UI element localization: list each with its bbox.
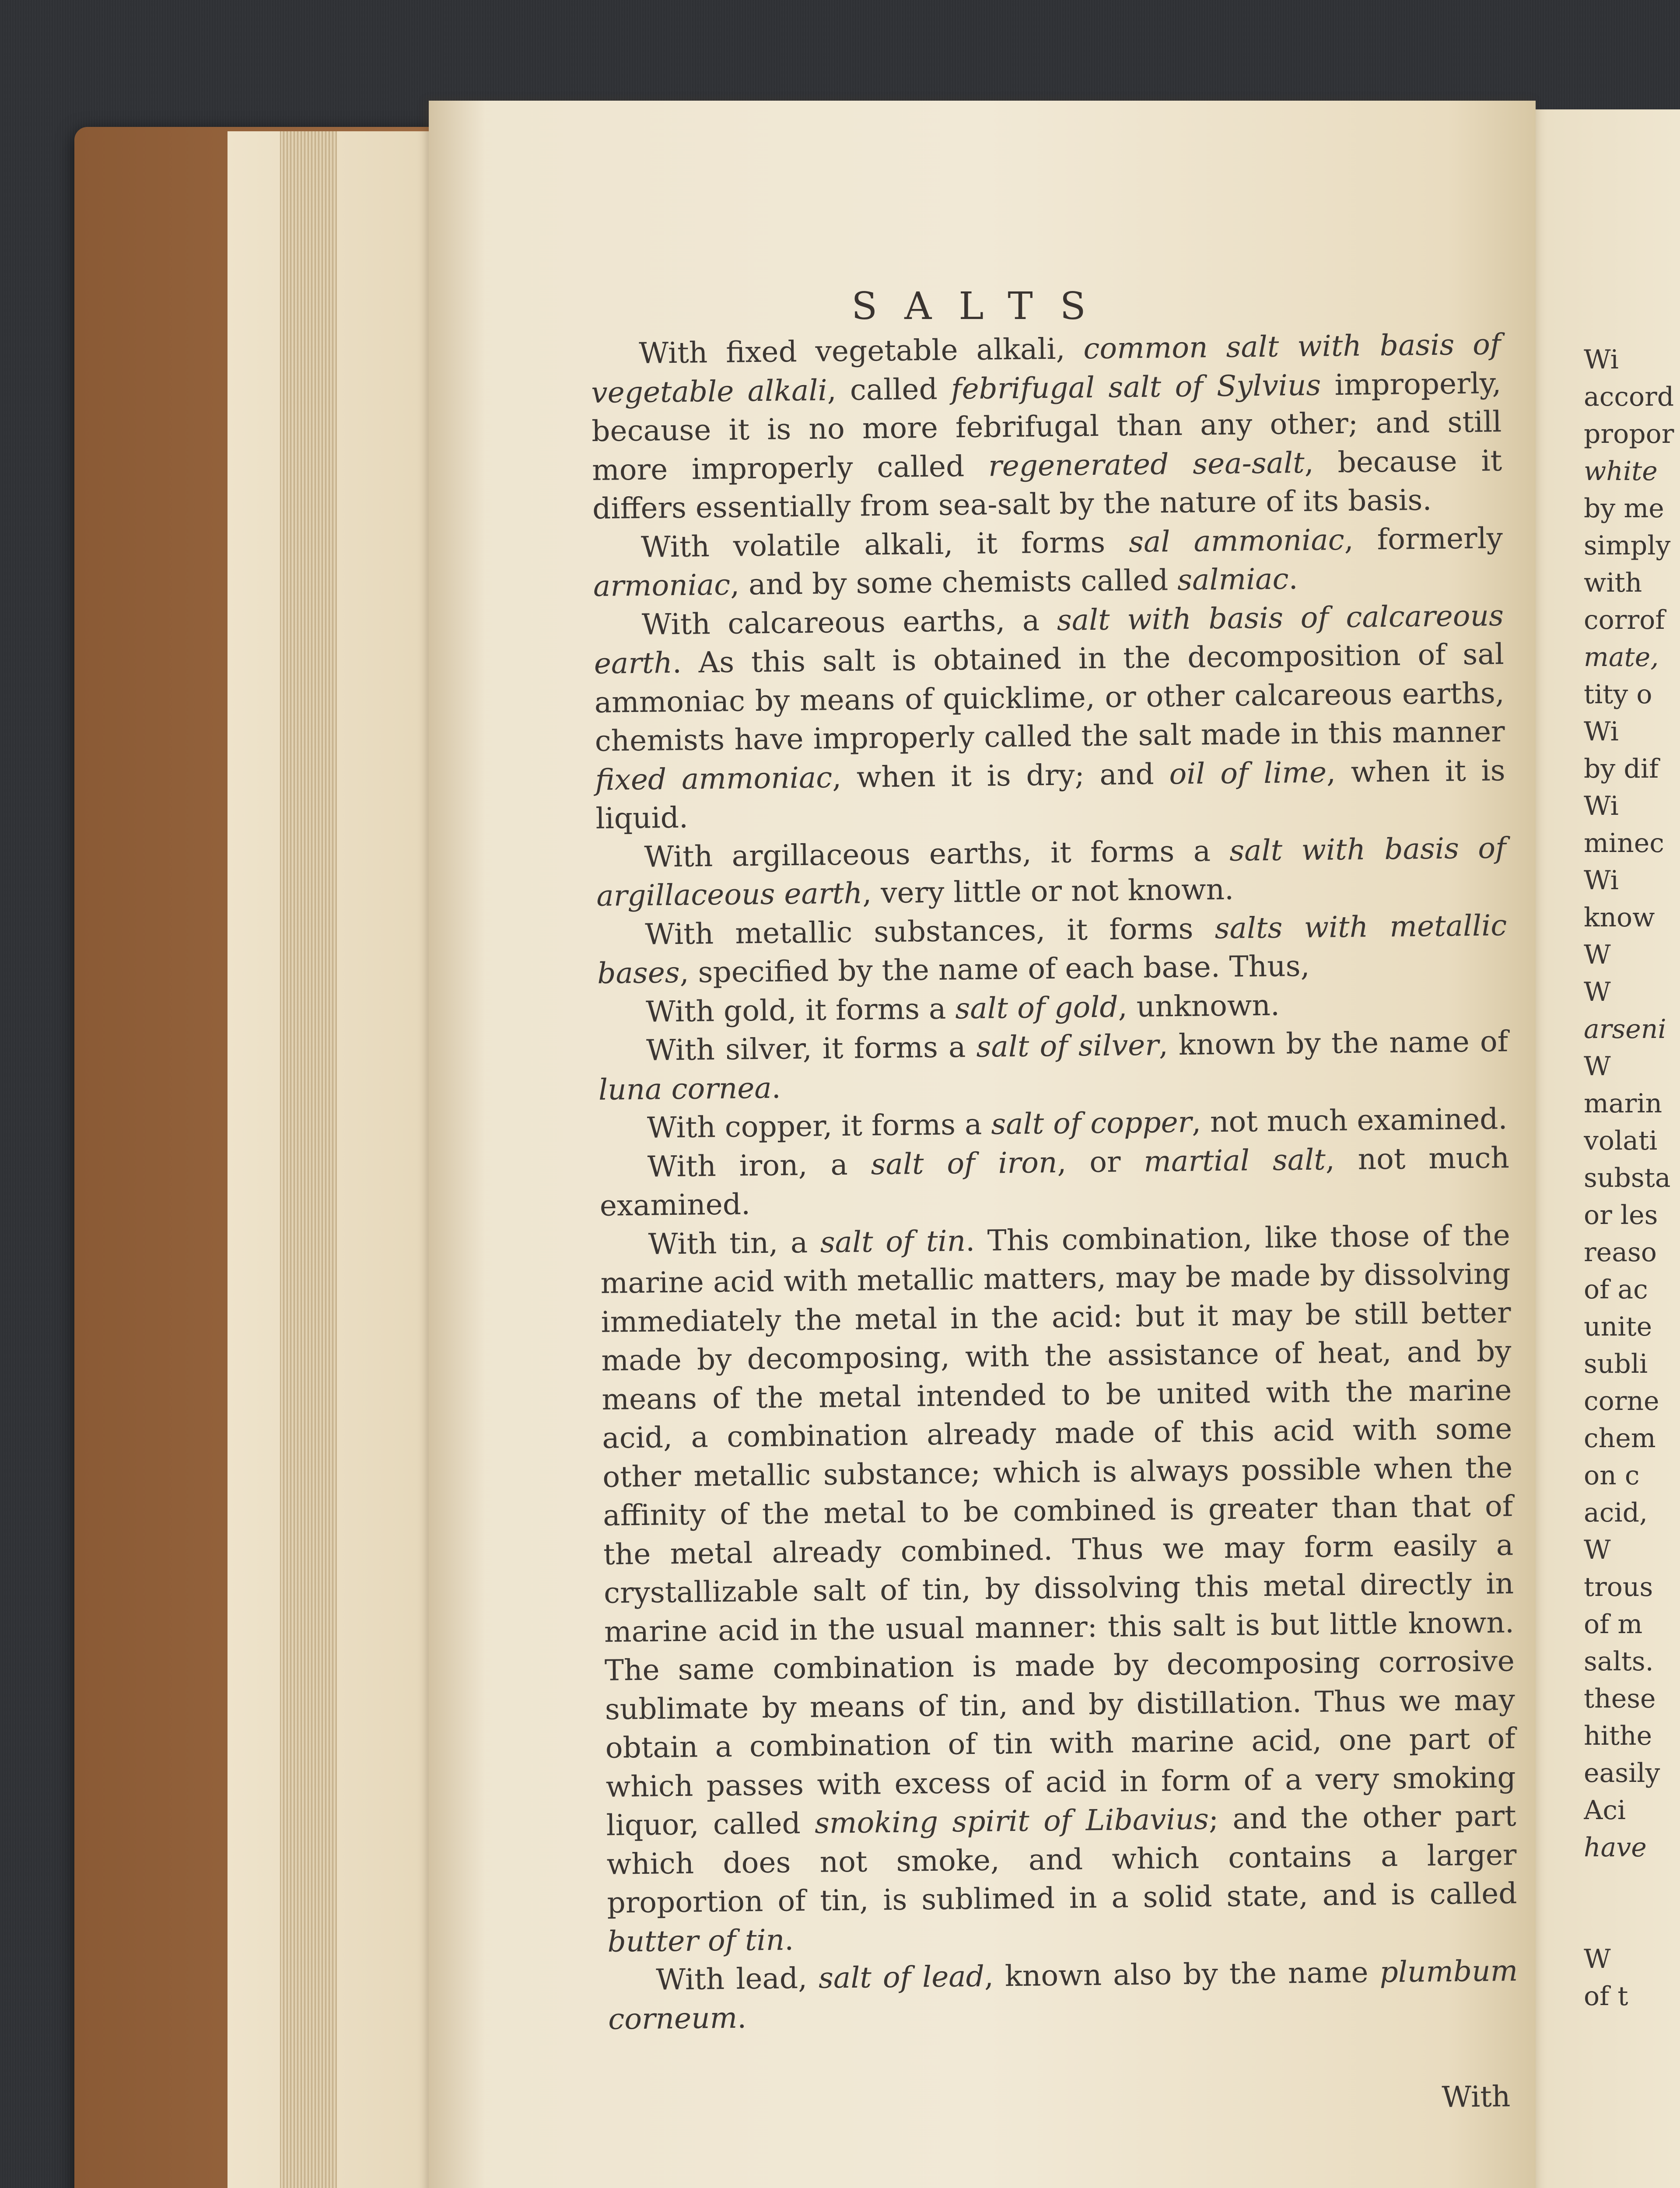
facing-line-text: trous bbox=[1584, 1572, 1653, 1602]
text-run: . bbox=[1288, 562, 1298, 596]
italic-term: salmiac bbox=[1177, 562, 1289, 597]
facing-line-text: of ac bbox=[1584, 1274, 1648, 1305]
facing-line-text: of m bbox=[1584, 1609, 1643, 1640]
paragraph bbox=[591, 325, 1503, 528]
facing-line-text: know bbox=[1584, 902, 1655, 933]
facing-line bbox=[1584, 862, 1680, 899]
paragraph bbox=[608, 1952, 1519, 2039]
facing-line bbox=[1584, 676, 1680, 713]
text-run: , because it differs essentially from sea-salt by the nature of its basis. bbox=[592, 443, 1502, 526]
facing-line-text: have bbox=[1584, 1832, 1647, 1863]
text-run: , unknown. bbox=[1118, 988, 1280, 1024]
facing-line-text: accord bbox=[1584, 382, 1674, 412]
facing-line-text: marin bbox=[1584, 1088, 1662, 1119]
facing-line bbox=[1584, 416, 1680, 453]
facing-line-text: by dif bbox=[1584, 754, 1659, 784]
facing-line bbox=[1584, 341, 1680, 379]
facing-line bbox=[1584, 1643, 1680, 1680]
facing-line bbox=[1584, 1904, 1680, 1941]
text-run: With argillaceous earths, it forms a bbox=[644, 834, 1230, 874]
facing-line bbox=[1584, 1829, 1680, 1866]
facing-line bbox=[1584, 1420, 1680, 1457]
facing-line bbox=[1584, 453, 1680, 490]
facing-line-text: W bbox=[1584, 1535, 1611, 1565]
paragraph bbox=[599, 1139, 1510, 1226]
italic-term: armoniac bbox=[593, 568, 731, 603]
italic-term: salt of iron bbox=[871, 1145, 1057, 1181]
facing-line bbox=[1584, 1308, 1680, 1346]
italic-term: salt of tin bbox=[820, 1224, 966, 1259]
facing-line-text: of t bbox=[1584, 1981, 1628, 2012]
facing-line bbox=[1584, 1755, 1680, 1792]
facing-line-text: W bbox=[1584, 1944, 1611, 1974]
text-run: With copper, it forms a bbox=[647, 1107, 991, 1145]
italic-term: salt of gold bbox=[955, 989, 1119, 1025]
facing-line-text: or les bbox=[1584, 1200, 1658, 1231]
facing-line bbox=[1584, 1197, 1680, 1234]
paragraph bbox=[596, 829, 1507, 916]
facing-line-text: hithe bbox=[1584, 1721, 1652, 1751]
facing-line-text: white bbox=[1584, 456, 1658, 487]
text-run: With metallic substances, it forms bbox=[644, 911, 1215, 951]
paragraph-list bbox=[591, 325, 1519, 2039]
facing-line bbox=[1584, 1346, 1680, 1383]
italic-term: salt with basis of argillaceous earth bbox=[596, 831, 1506, 913]
facing-line-text: unite bbox=[1584, 1311, 1652, 1342]
text-run: With volatile alkali, it forms bbox=[640, 525, 1129, 564]
text-run: , when it is dry; and bbox=[832, 757, 1169, 794]
facing-line-text: simply bbox=[1584, 530, 1671, 561]
facing-line bbox=[1584, 1532, 1680, 1569]
facing-line bbox=[1584, 565, 1680, 602]
facing-line bbox=[1584, 936, 1680, 974]
facing-line-text: corne bbox=[1584, 1386, 1659, 1417]
facing-line bbox=[1584, 1271, 1680, 1308]
running-header: SALTS bbox=[851, 284, 1113, 328]
facing-line-text: Aci bbox=[1584, 1795, 1626, 1826]
facing-line-text: propor bbox=[1584, 419, 1674, 449]
facing-line bbox=[1584, 1122, 1680, 1160]
facing-line bbox=[1584, 379, 1680, 416]
text-run: , not much examined. bbox=[599, 1140, 1510, 1223]
text-run: , and by some chemists called bbox=[730, 563, 1178, 602]
facing-line-text: arseni bbox=[1584, 1014, 1666, 1045]
italic-term: oil of lime bbox=[1169, 755, 1327, 791]
facing-line-text: chem bbox=[1584, 1423, 1656, 1454]
text-run: , called bbox=[827, 372, 952, 407]
text-run: With tin, a bbox=[648, 1225, 821, 1261]
facing-line bbox=[1584, 1569, 1680, 1606]
text-run: With iron, a bbox=[647, 1147, 872, 1184]
facing-line-text: salts. bbox=[1584, 1646, 1654, 1677]
facing-line-text: Wi bbox=[1584, 791, 1619, 821]
text-run: , very little or not known. bbox=[862, 872, 1234, 910]
text-run: , known by the name of bbox=[1158, 1024, 1508, 1062]
paragraph bbox=[598, 1022, 1509, 1109]
facing-line bbox=[1584, 1792, 1680, 1829]
facing-line bbox=[1584, 1457, 1680, 1494]
text-run: . bbox=[737, 2000, 747, 2035]
italic-term: febrifugal salt of Sylvius bbox=[951, 368, 1321, 406]
text-run: , specified by the name of each base. Thus, bbox=[679, 949, 1310, 989]
text-run: , known also by the name bbox=[984, 1955, 1380, 1993]
text-run: ; and the other part which does not smoke, and which contains a larger proportion of tin, is sublimed in a solid state, and is called bbox=[606, 1799, 1517, 1920]
facing-line-text: W bbox=[1584, 977, 1611, 1007]
facing-line-text: W bbox=[1584, 940, 1611, 970]
facing-line bbox=[1584, 825, 1680, 862]
text-run: With calcareous earths, a bbox=[641, 603, 1057, 642]
page-body bbox=[591, 325, 1519, 2125]
text-run: , not much examined. bbox=[1191, 1102, 1508, 1139]
facing-line bbox=[1584, 1048, 1680, 1085]
facing-line bbox=[1584, 974, 1680, 1011]
facing-line-text: with bbox=[1584, 568, 1642, 598]
italic-term: regenerated sea-salt bbox=[988, 445, 1305, 483]
facing-line-text: subli bbox=[1584, 1349, 1648, 1379]
text-run: . As this salt is obtained in the decomposition of sal ammoniac by means of quicklime, or other calcareous earths, chemists have improperly called the salt made in this manner bbox=[594, 637, 1505, 758]
facing-line bbox=[1584, 602, 1680, 639]
italic-term: sal ammoniac bbox=[1128, 522, 1345, 559]
facing-line-text: minec bbox=[1584, 828, 1664, 859]
facing-line-text: on c bbox=[1584, 1460, 1640, 1491]
italic-term: fixed ammoniac bbox=[595, 760, 833, 797]
facing-line bbox=[1584, 1085, 1680, 1122]
facing-line-text: Wi bbox=[1584, 716, 1619, 747]
italic-term: salt of lead bbox=[818, 1959, 985, 1995]
facing-page-text bbox=[1584, 341, 1680, 2015]
italic-term: salts with metallic bases bbox=[597, 908, 1507, 990]
italic-term: luna cornea bbox=[598, 1071, 772, 1107]
text-run: . bbox=[784, 1922, 794, 1957]
facing-line bbox=[1584, 1978, 1680, 2015]
paragraph bbox=[593, 596, 1505, 838]
facing-line bbox=[1584, 899, 1680, 936]
text-run: improperly, because it is no more febrifugal than any other; and still more improperly called bbox=[591, 366, 1502, 487]
facing-line bbox=[1584, 1160, 1680, 1197]
paragraph bbox=[593, 519, 1504, 606]
facing-line-text: Wi bbox=[1584, 344, 1619, 375]
facing-line bbox=[1584, 639, 1680, 676]
facing-line bbox=[1584, 1680, 1680, 1718]
italic-term: salt with basis of calcareous earth bbox=[594, 598, 1504, 680]
catchword: With bbox=[1442, 2079, 1511, 2114]
text-run: , when it is liquid. bbox=[595, 753, 1505, 835]
facing-line-text: mate, bbox=[1584, 642, 1659, 673]
facing-line bbox=[1584, 527, 1680, 565]
facing-line-text: substa bbox=[1584, 1163, 1671, 1193]
italic-term: common salt with basis of vegetable alkali bbox=[591, 327, 1501, 410]
facing-line-text: tity o bbox=[1584, 679, 1652, 710]
facing-line bbox=[1584, 1606, 1680, 1643]
facing-line-text: these bbox=[1584, 1683, 1656, 1714]
text-run: With silver, it forms a bbox=[646, 1030, 976, 1067]
text-run: With gold, it forms a bbox=[645, 991, 956, 1029]
facing-line bbox=[1584, 1494, 1680, 1532]
facing-line bbox=[1584, 1866, 1680, 1904]
text-run: , formerly bbox=[1344, 521, 1503, 557]
italic-term: plumbum corneum bbox=[608, 1954, 1518, 2036]
text-run: . This combination, like those of the marine acid with metallic matters, may be made by dissolving immediately the metal in the acid: but it may be still better made by decomposing, with the assistance of heat, and by means of the metal intended to be united with the marine acid, a combination already made of this acid with some other metallic substance; which is always possible when the affinity of the metal to be combined is greater than that of the metal already combined. Thus we may form easily a crystallizable salt of tin, by dissolving this metal directly in marine acid in the usual manner: this salt is but little known. The same combination is made by decomposing corrosive sublimate by means of tin, and by distillation. Thus we may obtain a combination of tin with marine acid, one part of which passes with excess of acid in form of a very smoking liquor, called bbox=[600, 1218, 1516, 1842]
italic-term: salt of silver bbox=[976, 1028, 1159, 1064]
text-run: With fixed vegetable alkali, bbox=[639, 332, 1084, 370]
facing-line-text: volati bbox=[1584, 1126, 1658, 1156]
facing-line bbox=[1584, 750, 1680, 788]
facing-line bbox=[1584, 713, 1680, 750]
italic-term: butter of tin bbox=[607, 1923, 785, 1959]
text-run: , or bbox=[1057, 1144, 1144, 1179]
facing-line-text: easily bbox=[1584, 1758, 1660, 1788]
facing-line-text: by me bbox=[1584, 493, 1664, 524]
text-run: . bbox=[771, 1071, 781, 1105]
facing-line bbox=[1584, 1234, 1680, 1271]
italic-term: martial salt bbox=[1144, 1143, 1326, 1178]
italic-term: salt of copper bbox=[990, 1105, 1192, 1141]
italic-term: smoking spirit of Libavius bbox=[814, 1802, 1209, 1840]
paragraph bbox=[597, 906, 1508, 993]
text-run: With lead, bbox=[655, 1961, 819, 1997]
facing-line bbox=[1584, 1718, 1680, 1755]
facing-line bbox=[1584, 1383, 1680, 1420]
facing-line-text: W bbox=[1584, 1051, 1611, 1082]
facing-line bbox=[1584, 490, 1680, 527]
facing-line-text: reaso bbox=[1584, 1237, 1657, 1268]
facing-line-text: Wi bbox=[1584, 865, 1619, 896]
facing-line bbox=[1584, 1011, 1680, 1048]
facing-line bbox=[1584, 1941, 1680, 1978]
facing-line bbox=[1584, 788, 1680, 825]
facing-line-text: corrof bbox=[1584, 605, 1665, 635]
facing-line-text: acid, bbox=[1584, 1497, 1648, 1528]
paragraph bbox=[600, 1216, 1517, 1961]
page-stack-edges bbox=[280, 131, 337, 2188]
